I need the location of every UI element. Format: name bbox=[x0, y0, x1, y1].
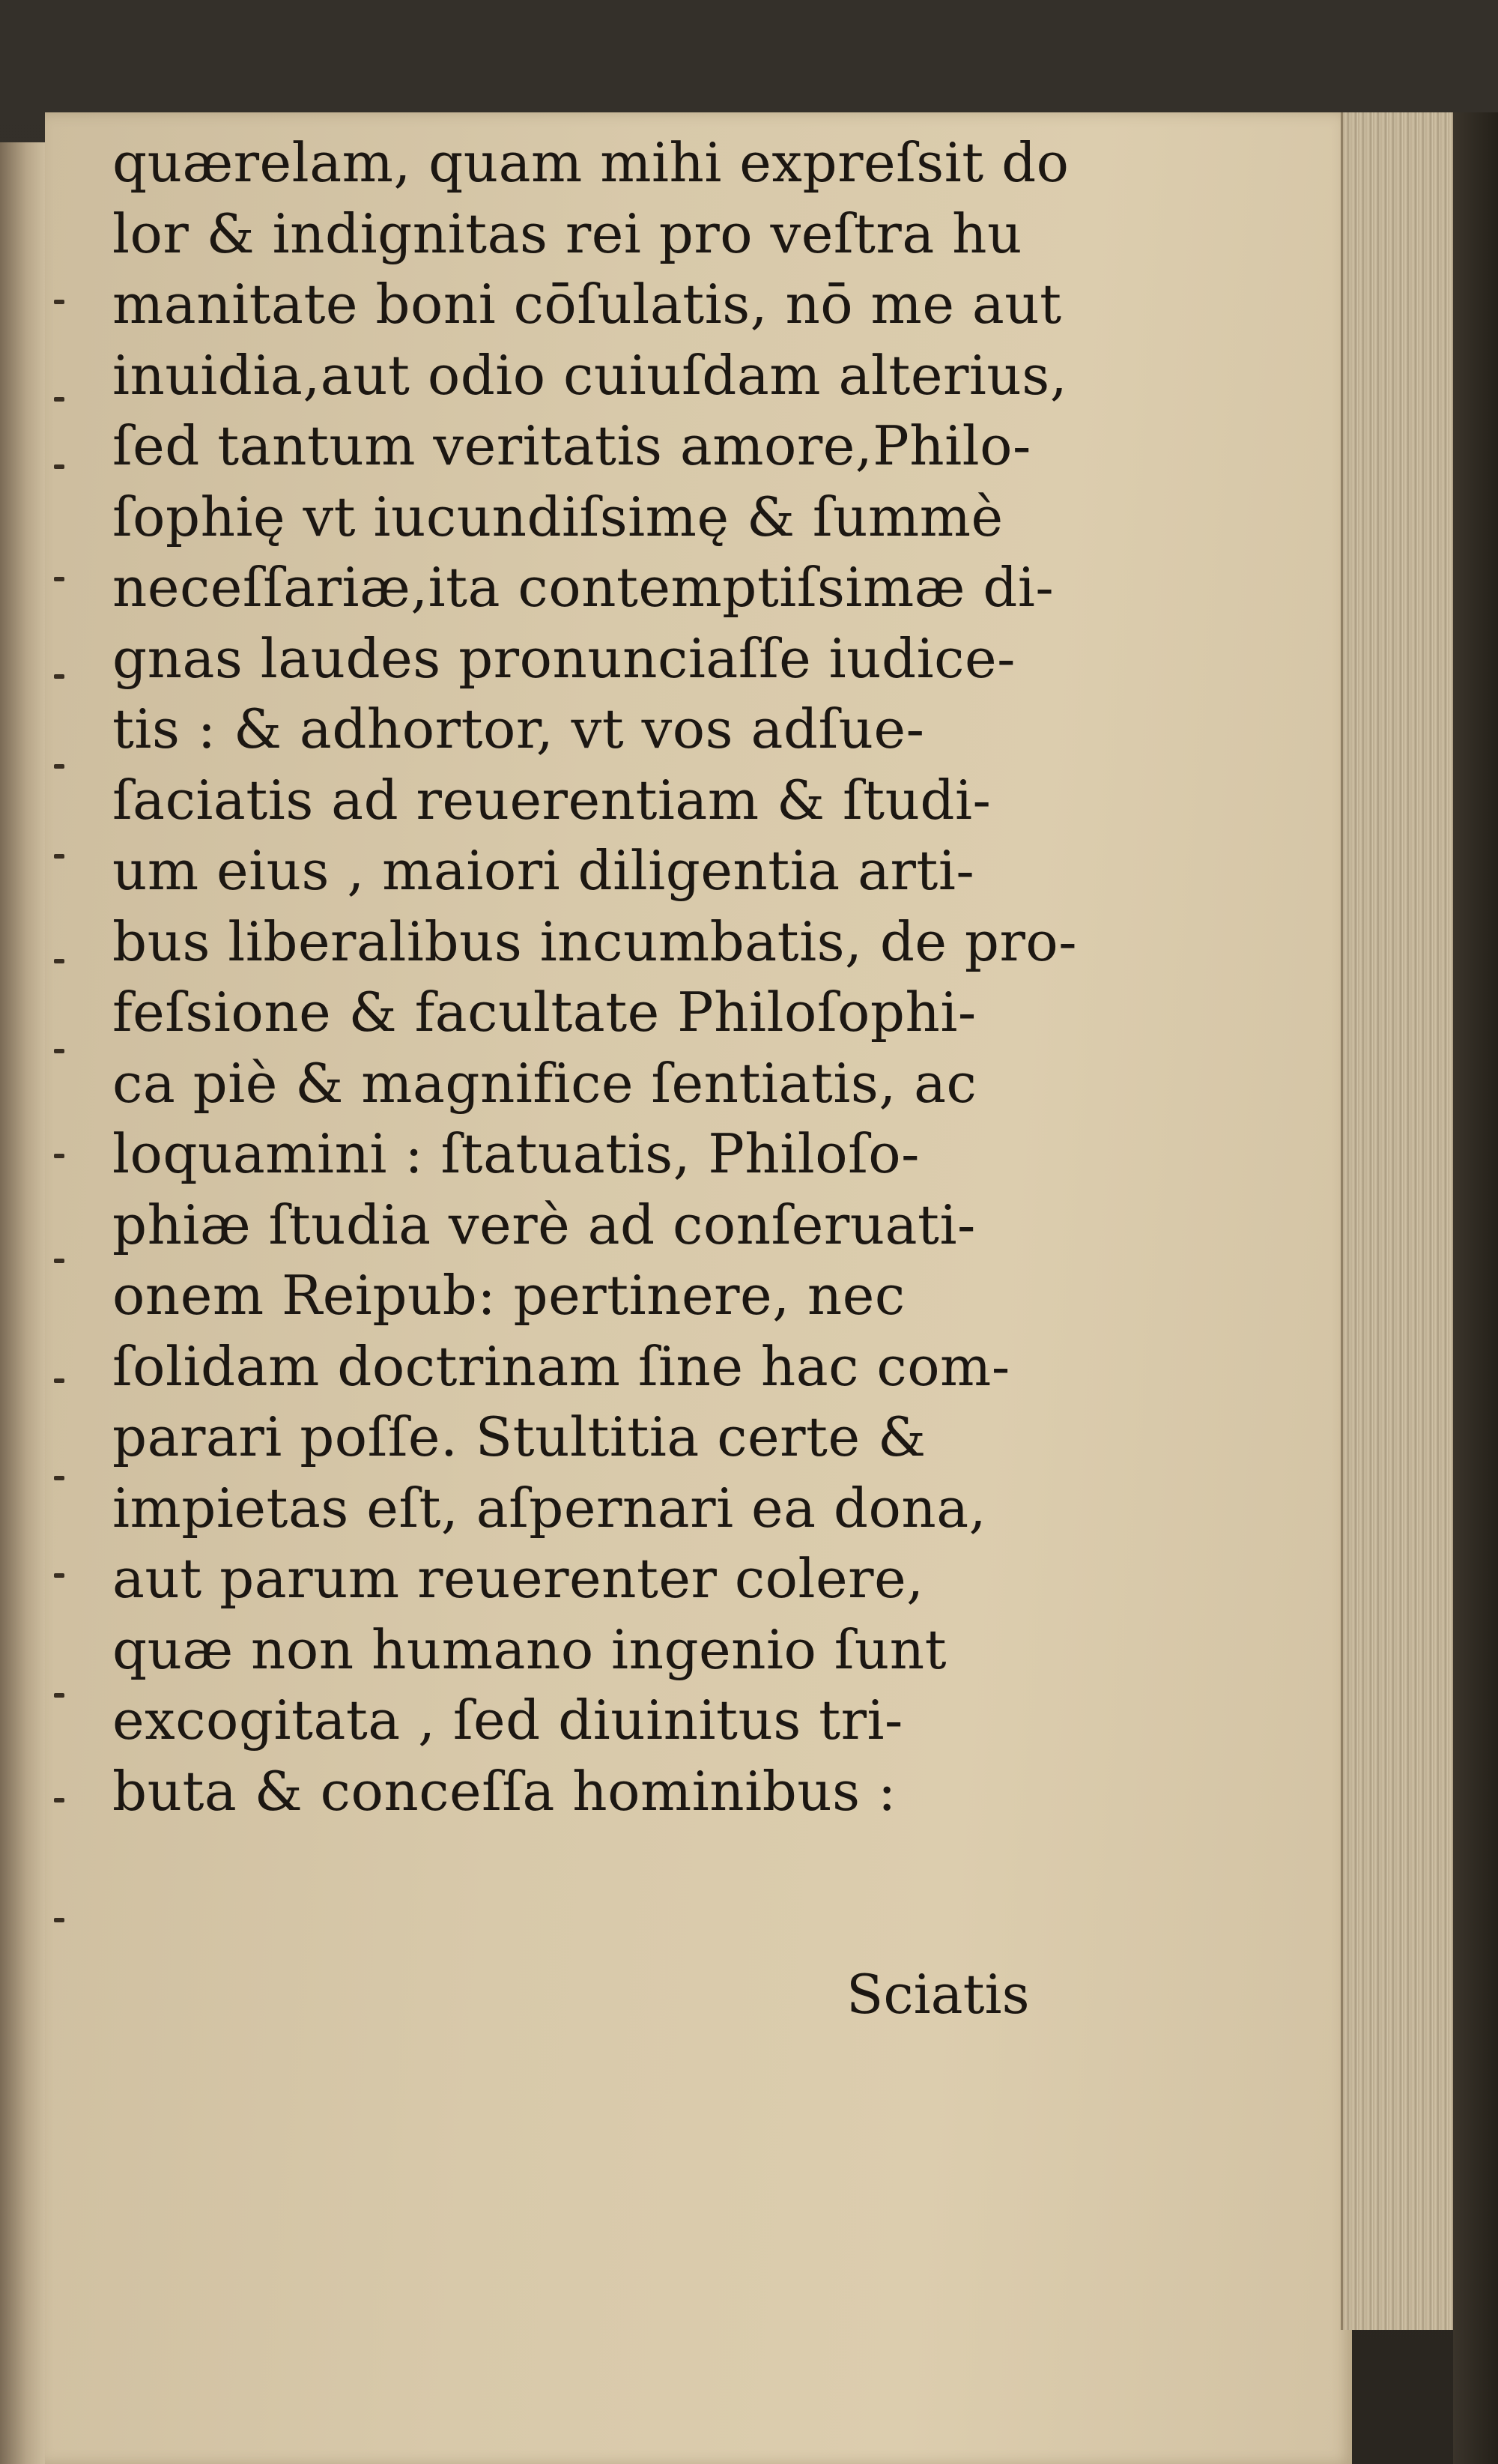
text-line: phiæ ſtudia verè ad conſeruati- bbox=[112, 1193, 976, 1256]
text-line: gnas laudes pronunciaſſe iudice- bbox=[112, 626, 1016, 690]
text-line: quærelam, quam mihi expreſsit do bbox=[112, 131, 1070, 194]
text-line: neceſſariæ,ita contemptiſsimæ di- bbox=[112, 556, 1055, 619]
text-line: lor & indignitas rei pro veſtra hu bbox=[112, 202, 1022, 265]
text-line: inuidia,aut odio cuiuſdam alterius, bbox=[112, 343, 1068, 407]
text-line: aut parum reuerenter colere, bbox=[112, 1547, 924, 1610]
body-text bbox=[112, 127, 1078, 1826]
catchword: Sciatis bbox=[846, 1963, 1030, 2026]
text-line: ca piè & magnifice ſentiatis, ac bbox=[112, 1051, 977, 1115]
facing-page-edge bbox=[0, 142, 45, 2464]
text-line: buta & conceſſa hominibus : bbox=[112, 1759, 897, 1823]
text-line: loquamini : ſtatuatis, Philoſo- bbox=[112, 1122, 920, 1185]
text-line: manitate boni cōſulatis, nō me aut bbox=[112, 273, 1062, 336]
text-line: tis : & adhortor, vt vos adſue- bbox=[112, 697, 925, 760]
text-line: impietas eſt, aſpernari ea dona, bbox=[112, 1476, 987, 1540]
text-line: parari poſſe. Stultitia certe & bbox=[112, 1405, 927, 1468]
text-line: bus liberalibus incumbatis, de pro- bbox=[112, 909, 1078, 973]
facing-page-ink-marks bbox=[48, 285, 78, 2233]
page-edge-shadow bbox=[1453, 112, 1498, 2464]
text-line: excogitata , ſed diuinitus tri- bbox=[112, 1689, 903, 1752]
text-line: quæ non humano ingenio ſunt bbox=[112, 1617, 947, 1681]
text-line: ſaciatis ad reuerentiam & ſtudi- bbox=[112, 768, 992, 832]
text-line: ſed tantum veritatis amore,Philo- bbox=[112, 414, 1031, 477]
text-line: onem Reipub: pertinere, nec bbox=[112, 1264, 906, 1327]
page-block-edges bbox=[1341, 112, 1455, 2330]
text-line: ſophię vt iucundiſsimę & ſummè bbox=[112, 485, 1004, 548]
text-line: ſolidam doctrinam ſine hac com- bbox=[112, 1334, 1010, 1398]
text-line: feſsione & facultate Philoſophi- bbox=[112, 981, 977, 1044]
text-line: um eius , maiori diligentia arti- bbox=[112, 839, 975, 902]
